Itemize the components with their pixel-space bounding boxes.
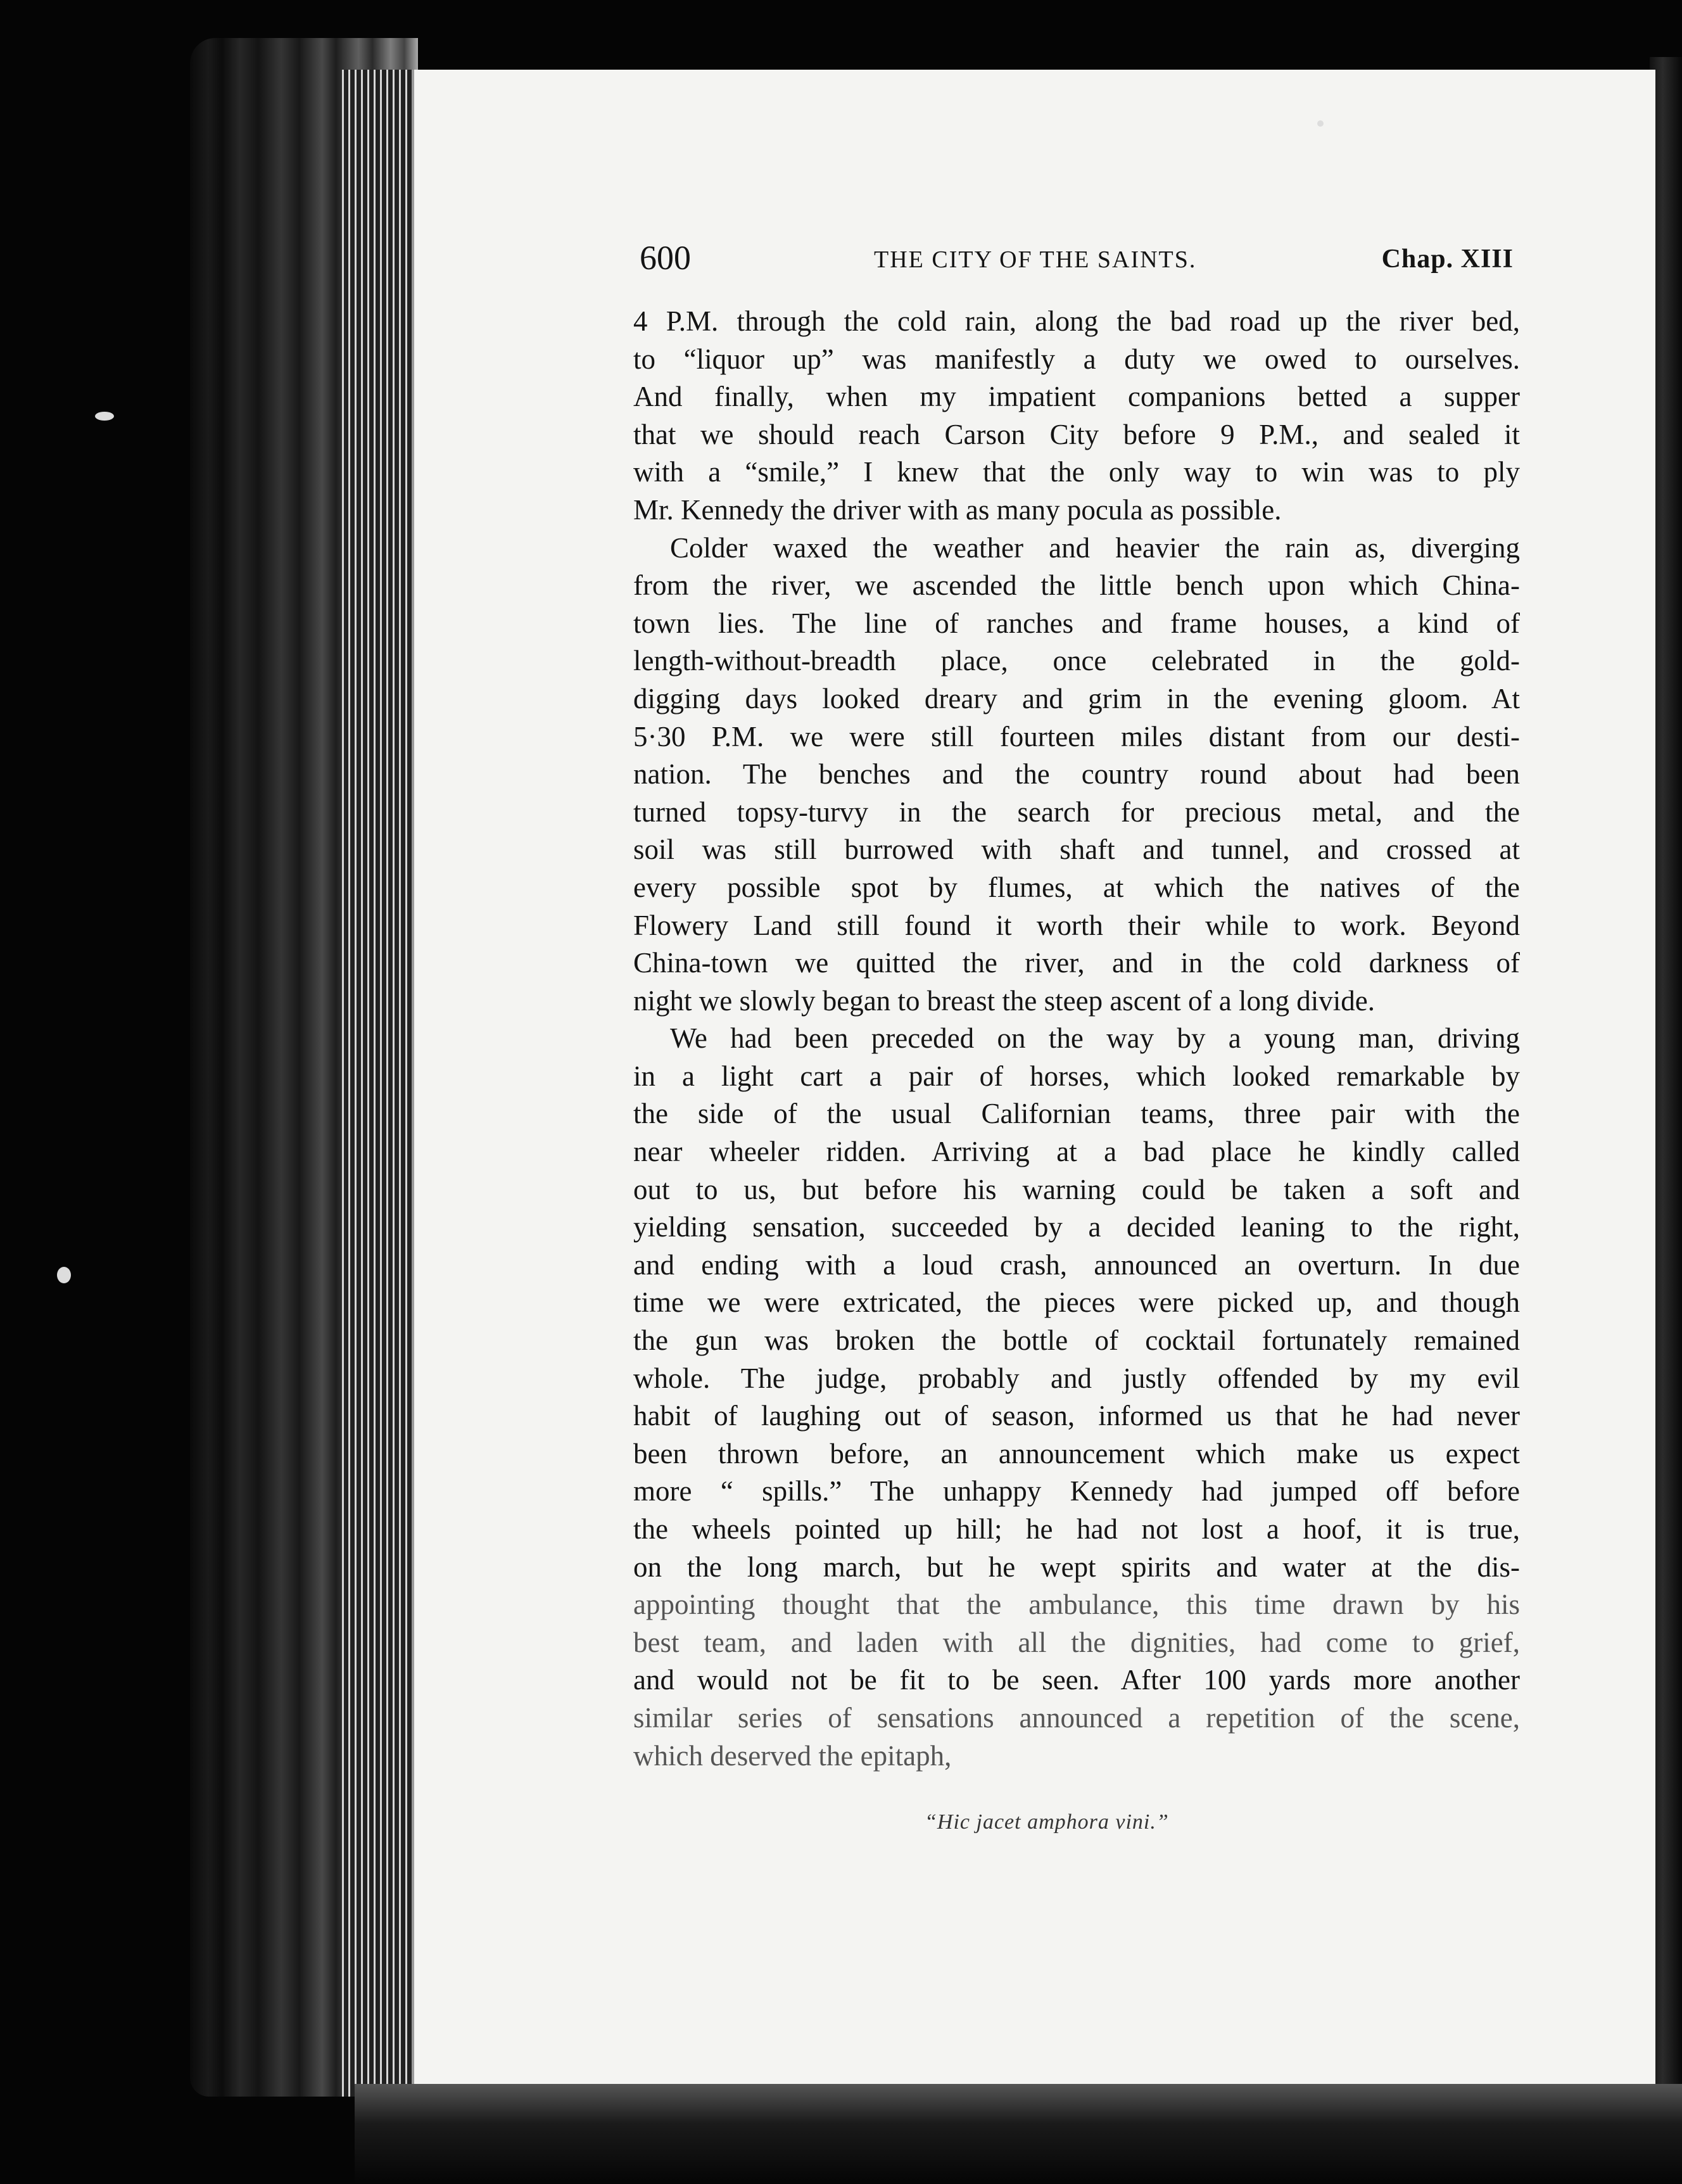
text-line: appointing thought that the ambulance, this time drawn by his	[633, 1589, 1520, 1621]
text-line: and ending with a loud crash, announced an overturn. In due	[633, 1248, 1520, 1281]
text-line: in a light cart a pair of horses, which looked remarkable by	[633, 1060, 1520, 1092]
text-line: similar series of sensations announced a repetition of the scene,	[633, 1701, 1520, 1734]
text-line: the side of the usual Californian teams, three pair with the	[633, 1098, 1520, 1130]
text-line: night we slowly began to breast the steep ascent of a long divide.	[633, 984, 1375, 1017]
text-line: and would not be fit to be seen. After 100 yards more another	[633, 1664, 1520, 1696]
dust-speck	[1317, 120, 1324, 127]
text-line: best team, and laden with all the dignities, had come to grief,	[633, 1626, 1520, 1658]
text-line: nation. The benches and the country round about had been	[633, 758, 1520, 790]
text-line: Colder waxed the weather and heavier the rain as, diverging	[670, 531, 1520, 564]
text-line: been thrown before, an announcement which make us expect	[633, 1437, 1520, 1470]
text-line: which deserved the epitaph,	[633, 1739, 952, 1772]
text-line: 4 P.M. through the cold rain, along the bad road up the river bed,	[633, 305, 1520, 337]
text-line: out to us, but before his warning could be taken a soft and	[633, 1173, 1520, 1205]
text-line: Mr. Kennedy the driver with as many pocula as possible.	[633, 493, 1282, 526]
text-line: soil was still burrowed with shaft and tunnel, and crossed at	[633, 834, 1520, 866]
text-line: China-town we quitted the river, and in the cold darkness of	[633, 947, 1520, 979]
text-line: the gun was broken the bottle of cocktail fortunately remained	[633, 1324, 1520, 1357]
text-line: to “liquor up” was manifestly a duty we owed to ourselves.	[633, 343, 1520, 375]
epitaph-quote: “Hic jacet amphora vini.”	[925, 1810, 1169, 1834]
text-line: And finally, when my impatient companions betted a supper	[633, 381, 1520, 413]
text-line: turned topsy-turvy in the search for precious metal, and the	[633, 796, 1520, 828]
text-line: town lies. The line of ranches and frame houses, a kind of	[633, 607, 1520, 639]
page-stack-edges	[342, 70, 418, 2097]
text-line: whole. The judge, probably and justly offended by my evil	[633, 1362, 1520, 1394]
body-text	[633, 303, 1520, 1775]
text-line: time we were extricated, the pieces were picked up, and though	[633, 1286, 1520, 1319]
text-line: the wheels pointed up hill; he had not lost a hoof, it is true,	[633, 1513, 1520, 1545]
text-line: We had been preceded on the way by a young man, driving	[670, 1022, 1520, 1055]
page-number: 600	[640, 239, 691, 277]
text-line: that we should reach Carson City before 9 P.M., and sealed it	[633, 418, 1520, 450]
text-line: length-without-breadth place, once celebrated in the gold-	[633, 645, 1520, 677]
running-title: THE CITY OF THE SAINTS.	[874, 246, 1197, 273]
text-line: digging days looked dreary and grim in the evening gloom. At	[633, 682, 1520, 714]
page-header	[640, 236, 1514, 280]
dust-speck	[95, 412, 114, 421]
text-line: habit of laughing out of season, informed us that he had never	[633, 1400, 1520, 1432]
text-line: on the long march, but he wept spirits and water at the dis-	[633, 1551, 1520, 1583]
text-line: 5·30 P.M. we were still fourteen miles distant from our desti-	[633, 720, 1520, 752]
text-line: from the river, we ascended the little bench upon which China-	[633, 569, 1520, 602]
bottom-scan-edge	[355, 2084, 1682, 2184]
dust-speck	[57, 1267, 71, 1283]
text-line: with a “smile,” I knew that the only way to win was to ply	[633, 456, 1520, 488]
text-line: near wheeler ridden. Arriving at a bad place he kindly called	[633, 1136, 1520, 1168]
text-line: yielding sensation, succeeded by a decided leaning to the right,	[633, 1211, 1520, 1243]
text-line: more “ spills.” The unhappy Kennedy had jumped off before	[633, 1475, 1520, 1508]
chapter-label: Chap. XIII	[1381, 244, 1514, 274]
text-line: Flowery Land still found it worth their while to work. Beyond	[633, 909, 1520, 941]
text-line: every possible spot by flumes, at which the natives of the	[633, 871, 1520, 903]
